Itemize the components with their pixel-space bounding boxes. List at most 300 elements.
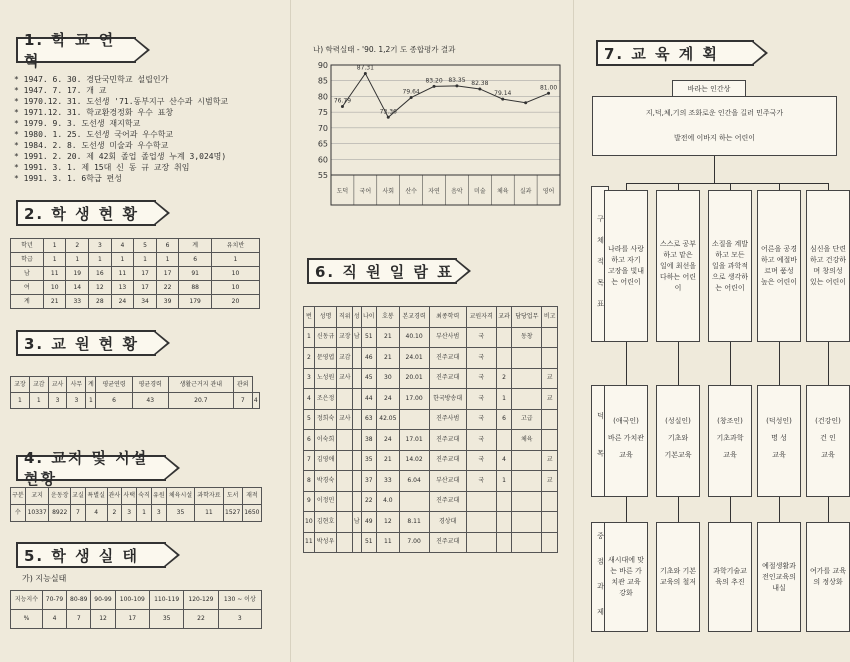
table-cell: 고급 (512, 409, 542, 430)
table-cell: 평균연령 (96, 377, 132, 393)
target-text: 나라를 사랑하고 자기 고장을 빛내는 어린이 (607, 245, 645, 286)
table-cell: 조은정 (314, 389, 337, 410)
data-label: 83.20 (425, 77, 443, 85)
table-cell: 21 (377, 348, 400, 369)
side-label-virtues-text: 덕 목 (596, 411, 605, 471)
connector-line (730, 342, 731, 385)
table-cell: 24 (377, 389, 400, 410)
task-text: 여가를 교육의 정상화 (809, 567, 847, 586)
table-cell: 42.05 (377, 409, 400, 430)
table-cell: 국 (466, 409, 496, 430)
table-cell: 10337 (25, 505, 49, 522)
target-text: 스스로 공부하고 맡은 일에 최선을 다하는 어린이 (659, 239, 697, 292)
table-cell: 특별실 (85, 488, 107, 505)
facility-table (10, 487, 262, 522)
connector-line (730, 497, 731, 522)
connector-line (626, 183, 829, 184)
chart-title: 나) 학력실태 - '90. 1,2기 도 종합평가 결과 (313, 45, 456, 54)
student-table (10, 238, 260, 309)
table-cell: 부산교대 (429, 471, 466, 492)
table-cell: 17 (156, 267, 179, 281)
y-tick-label: 80 (317, 92, 328, 102)
table-cell: 91 (179, 267, 212, 281)
table-cell: 지능지수 (11, 591, 43, 610)
table-cell: 1 (134, 253, 157, 267)
virtue-text: (창조인) (717, 416, 743, 425)
panel-right (573, 0, 850, 662)
table-cell: 3 (89, 239, 112, 253)
table-cell: 7 (71, 505, 86, 522)
table-cell: 19 (66, 267, 89, 281)
table-cell (353, 409, 361, 430)
task-box (708, 522, 752, 632)
table-cell (496, 348, 512, 369)
table-cell (496, 491, 512, 512)
table-header-row (11, 239, 260, 253)
virtue-box (757, 385, 801, 497)
table-cell: 24 (377, 430, 400, 451)
target-box (806, 190, 850, 342)
virtue-text: 명 성 (771, 433, 787, 442)
virtue-box (656, 385, 700, 497)
x-category-label: 자연 (428, 188, 440, 195)
table-cell: 1 (66, 253, 89, 267)
table-cell: 관외 (233, 377, 252, 393)
x-category-label: 실과 (519, 188, 532, 195)
table-cell: 박성우 (314, 532, 337, 553)
table-cell: 1 (496, 389, 512, 410)
table-cell: 진주교대 (429, 368, 466, 389)
data-point (455, 84, 458, 87)
table-cell: 체육시설 (166, 488, 194, 505)
table-cell: 유치반 (211, 239, 259, 253)
table-cell: 2 (496, 368, 512, 389)
table-cell: 46 (361, 348, 377, 369)
x-category-label: 영어 (542, 188, 555, 195)
goal-box: 바라는 인간상 (672, 80, 746, 98)
table-cell: 국 (466, 389, 496, 410)
table-cell: 직위 (337, 307, 353, 328)
table-cell: 70-79 (42, 591, 66, 610)
table-cell: 5 (304, 409, 315, 430)
table-cell: 3 (304, 368, 315, 389)
table-cell: 37 (361, 471, 377, 492)
history-item: * 1979. 9. 3. 도선생 재지학교 (14, 119, 141, 128)
table-header-row (11, 377, 260, 393)
table-cell: 1 (111, 253, 134, 267)
table-cell: 진주교대 (429, 491, 466, 512)
table-row (11, 610, 262, 629)
table-row (304, 430, 558, 451)
history-item: * 1947. 7. 17. 개 교 (14, 86, 107, 95)
table-cell: 구분 (11, 488, 26, 505)
data-point (433, 85, 436, 88)
vision-line-2: 발전에 이바지 하는 어린이 (673, 134, 756, 142)
table-row (11, 393, 260, 409)
table-cell: 51 (361, 532, 377, 553)
table-cell (353, 532, 361, 553)
table-cell: 7.00 (399, 532, 429, 553)
data-label: 82.38 (471, 79, 489, 87)
table-cell: 14.02 (399, 450, 429, 471)
table-cell: 10 (304, 512, 315, 533)
table-cell: 7 (304, 450, 315, 471)
section-title-plan: 7. 교 육 계 획 (596, 40, 754, 66)
table-cell: 성 (353, 307, 361, 328)
table-cell: 40.10 (399, 327, 429, 348)
table-cell: 110-119 (149, 591, 183, 610)
data-point (341, 105, 344, 108)
table-cell: 1 (89, 253, 112, 267)
table-cell (542, 491, 558, 512)
target-text: 어른을 공경하고 예절바르며 품성 높은 어린이 (760, 245, 798, 286)
table-cell (353, 430, 361, 451)
virtue-text: (성실인) (665, 416, 691, 425)
table-cell: 운동장 (49, 488, 71, 505)
table-cell (466, 512, 496, 533)
table-cell (542, 512, 558, 533)
table-cell: 6 (96, 393, 132, 409)
table-cell: 교감 (29, 377, 48, 393)
table-cell: 교장 (337, 327, 353, 348)
table-cell: 6 (496, 409, 512, 430)
table-cell (353, 471, 361, 492)
table-cell (512, 348, 542, 369)
table-cell: 도서 (223, 488, 242, 505)
table-cell: 34 (134, 295, 157, 309)
virtue-text: 교육 (619, 450, 633, 459)
table-cell: 국 (466, 348, 496, 369)
table-cell: 11 (111, 267, 134, 281)
table-cell: 1650 (242, 505, 261, 522)
table-row (304, 471, 558, 492)
table-row (11, 505, 262, 522)
target-box (604, 190, 648, 342)
table-cell: 12 (89, 281, 112, 295)
table-cell: 유원 (151, 488, 166, 505)
table-cell: 3 (67, 393, 86, 409)
table-cell: 7 (233, 393, 252, 409)
vision-line-1: 지,덕,체,기의 조화로운 인간을 길러 민주국가 (645, 109, 784, 117)
task-text: 새시대에 맞는 바른 가치관 교육 강화 (607, 556, 645, 597)
table-cell: 계 (86, 377, 96, 393)
table-cell: 130 ~ 이상 (218, 591, 261, 610)
data-point (501, 98, 504, 101)
section-title-staff: 6. 직 원 일 람 표 (307, 258, 457, 284)
history-list (14, 74, 228, 184)
table-cell: 44 (361, 389, 377, 410)
data-point (524, 101, 527, 104)
table-cell: 12 (91, 610, 115, 629)
task-box (757, 522, 801, 632)
table-cell: 1 (11, 393, 30, 409)
table-cell: 3 (48, 393, 67, 409)
table-cell: 22 (361, 491, 377, 512)
virtue-text: 바른 가치관 (607, 433, 645, 442)
table-cell: 계 (11, 295, 44, 309)
table-cell: 24.01 (399, 348, 429, 369)
table-cell: 100-109 (115, 591, 149, 610)
table-cell (496, 430, 512, 451)
virtue-box (708, 385, 752, 497)
data-point (364, 72, 367, 75)
table-cell: 1 (137, 505, 152, 522)
table-cell: 이숙희 (314, 430, 337, 451)
table-cell: 1 (496, 471, 512, 492)
table-cell: 90-99 (91, 591, 115, 610)
table-cell: 김현호 (314, 512, 337, 533)
table-cell: 교 (542, 368, 558, 389)
connector-line (626, 342, 627, 385)
table-cell: 179 (179, 295, 212, 309)
virtue-text: 기초과학 (716, 433, 744, 442)
table-cell: 28 (89, 295, 112, 309)
history-item: * 1984. 2. 8. 도선생 미술과 우수학교 (14, 141, 169, 150)
virtue-text: 교육 (821, 450, 835, 459)
table-cell: 10 (43, 281, 66, 295)
table-cell: 3 (122, 505, 137, 522)
panel-middle (290, 0, 574, 662)
table-cell: 교원자격 (466, 307, 496, 328)
y-tick-label: 75 (317, 108, 328, 118)
table-cell: 교사 (337, 368, 353, 389)
table-cell: 4 (252, 393, 259, 409)
table-cell: 10 (211, 267, 259, 281)
vision-box (592, 96, 837, 156)
table-cell (512, 512, 542, 533)
table-cell (353, 491, 361, 512)
task-text: 예절생활과 전인교육의 내실 (762, 561, 796, 592)
table-cell: 14 (66, 281, 89, 295)
table-cell: 교 (542, 389, 558, 410)
table-row (304, 512, 558, 533)
section-title-student-status: 5. 학 생 실 태 (16, 542, 166, 568)
table-cell (353, 368, 361, 389)
virtue-text: 건 인 (820, 433, 836, 442)
table-cell: 45 (361, 368, 377, 389)
table-cell: 8922 (49, 505, 71, 522)
table-cell: 사무 (67, 377, 86, 393)
table-cell: 진주교대 (429, 450, 466, 471)
table-cell: 체육 (512, 430, 542, 451)
history-item: * 1991. 3. 1. 6학급 편성 (14, 174, 122, 183)
table-cell: 진주교대 (429, 430, 466, 451)
table-row (11, 267, 260, 281)
table-cell: 5 (134, 239, 157, 253)
table-cell: 13 (111, 281, 134, 295)
table-cell: 11 (195, 505, 223, 522)
table-cell: 21 (43, 295, 66, 309)
section-title-teachers: 3. 교 원 현 황 (16, 330, 156, 356)
table-header-row (11, 488, 262, 505)
table-cell (337, 430, 353, 451)
table-cell: 17 (134, 281, 157, 295)
table-cell: 120-129 (184, 591, 218, 610)
table-cell: 생활근거지 관내 (168, 377, 233, 393)
table-cell (337, 532, 353, 553)
table-cell (496, 512, 512, 533)
table-cell: 여 (11, 281, 44, 295)
plot-frame (331, 65, 560, 175)
table-cell: 1 (304, 327, 315, 348)
table-cell: 11 (377, 532, 400, 553)
y-tick-label: 70 (317, 123, 328, 133)
table-cell: 노성원 (314, 368, 337, 389)
table-cell: 6 (179, 253, 212, 267)
table-cell: 박경숙 (314, 471, 337, 492)
table-cell: 8.11 (399, 512, 429, 533)
connector-line (828, 497, 829, 522)
connector-line (779, 497, 780, 522)
data-point (387, 116, 390, 119)
table-cell: 49 (361, 512, 377, 533)
table-cell: 호봉 (377, 307, 400, 328)
table-cell: 정희숙 (314, 409, 337, 430)
target-box (656, 190, 700, 342)
staff-table (303, 306, 558, 553)
table-row (304, 368, 558, 389)
history-item: * 1971.12. 31. 학교환경정화 우수 표창 (14, 108, 174, 117)
data-label: 81.00 (539, 84, 558, 92)
table-cell: 담당업무 (512, 307, 542, 328)
history-item: * 1991. 3. 1. 제 15대 신 동 규 교장 취임 (14, 163, 190, 172)
data-label: 83.35 (448, 76, 466, 84)
table-cell: 6 (156, 239, 179, 253)
table-cell: 63 (361, 409, 377, 430)
table-cell: 35 (361, 450, 377, 471)
table-row (304, 327, 558, 348)
table-cell: 김영애 (314, 450, 337, 471)
table-cell: 신동규 (314, 327, 337, 348)
task-box (656, 522, 700, 632)
table-cell: 17.01 (399, 430, 429, 451)
table-cell: 22 (156, 281, 179, 295)
table-cell: 33 (66, 295, 89, 309)
table-cell (399, 409, 429, 430)
table-cell (337, 471, 353, 492)
table-cell: 4 (304, 389, 315, 410)
table-cell: 교 (542, 450, 558, 471)
table-cell: 국 (466, 368, 496, 389)
table-cell (337, 450, 353, 471)
y-tick-label: 60 (317, 155, 328, 165)
table-cell: 교과 (496, 307, 512, 328)
history-item: * 1970.12. 31. 도선생 '71.동부지구 산수과 시범학교 (14, 97, 229, 106)
data-label: 76.79 (333, 97, 352, 105)
table-cell (337, 491, 353, 512)
table-cell: 11 (304, 532, 315, 553)
table-row (304, 532, 558, 553)
table-cell: 진주사범 (429, 409, 466, 430)
table-cell: 본교경력 (399, 307, 429, 328)
table-cell: 숙직 (137, 488, 152, 505)
table-cell: 국 (466, 471, 496, 492)
table-cell: 4 (42, 610, 66, 629)
table-cell: 성명 (314, 307, 337, 328)
table-cell: % (11, 610, 43, 629)
table-cell: 24 (111, 295, 134, 309)
table-cell: 7 (67, 610, 91, 629)
data-label: 79.64 (402, 88, 420, 96)
table-cell: 39 (156, 295, 179, 309)
table-cell (337, 389, 353, 410)
table-cell: 교 (542, 471, 558, 492)
section-title-history: 1. 학 교 연 혁 (16, 37, 136, 63)
virtue-text: 교육 (772, 450, 786, 459)
table-cell: 남 (11, 267, 44, 281)
table-cell (542, 409, 558, 430)
table-cell (542, 348, 558, 369)
table-cell: 학년 (11, 239, 44, 253)
data-point (410, 96, 413, 99)
table-cell (496, 532, 512, 553)
table-row (304, 348, 558, 369)
table-cell: 진주교대 (429, 532, 466, 553)
table-cell: 학급 (11, 253, 44, 267)
virtue-text: (애국인) (613, 416, 639, 425)
table-row (304, 450, 558, 471)
score-line-chart (305, 55, 570, 225)
table-row (304, 491, 558, 512)
connector-line (626, 497, 627, 522)
table-cell: 12 (377, 512, 400, 533)
table-cell: 2 (66, 239, 89, 253)
virtue-text: 기본교육 (664, 450, 692, 459)
table-cell (542, 327, 558, 348)
side-label-targets-text: 구 체 적 목 표 (596, 215, 605, 313)
history-item: * 1947. 6. 30. 경단국민학교 설립인가 (14, 75, 169, 84)
table-cell: 1 (156, 253, 179, 267)
y-tick-label: 55 (317, 171, 328, 180)
table-cell: 부산사범 (429, 327, 466, 348)
data-point (547, 92, 550, 95)
table-cell: 20.01 (399, 368, 429, 389)
table-cell: 4 (111, 239, 134, 253)
data-label: 73.36 (379, 108, 397, 116)
x-category-label: 체육 (496, 188, 509, 195)
virtue-box (806, 385, 850, 497)
table-cell (466, 532, 496, 553)
table-cell (542, 430, 558, 451)
table-row (304, 409, 558, 430)
table-cell: 21 (377, 450, 400, 471)
x-category-label: 도덕 (336, 188, 349, 195)
connector-line (779, 342, 780, 385)
target-box (708, 190, 752, 342)
table-cell (512, 491, 542, 512)
table-cell: 88 (179, 281, 212, 295)
side-label-tasks-text: 중 점 과 제 (596, 531, 605, 623)
table-cell: 교장 (11, 377, 30, 393)
table-cell (512, 450, 542, 471)
virtue-text: (덕성인) (766, 416, 792, 425)
table-row (11, 253, 260, 267)
x-category-label: 사회 (382, 188, 395, 195)
table-cell: 교사 (337, 409, 353, 430)
table-cell (353, 450, 361, 471)
table-cell: 교사 (48, 377, 67, 393)
task-text: 기초와 기본교육의 철저 (659, 567, 697, 586)
table-cell: 남 (353, 327, 361, 348)
y-tick-label: 65 (317, 139, 328, 149)
data-point (478, 87, 481, 90)
connector-line (828, 342, 829, 385)
table-cell: 6 (304, 430, 315, 451)
table-cell: 20 (211, 295, 259, 309)
table-cell: 경상대 (429, 512, 466, 533)
virtue-text: 기초와 (667, 433, 689, 442)
table-cell: 3 (151, 505, 166, 522)
